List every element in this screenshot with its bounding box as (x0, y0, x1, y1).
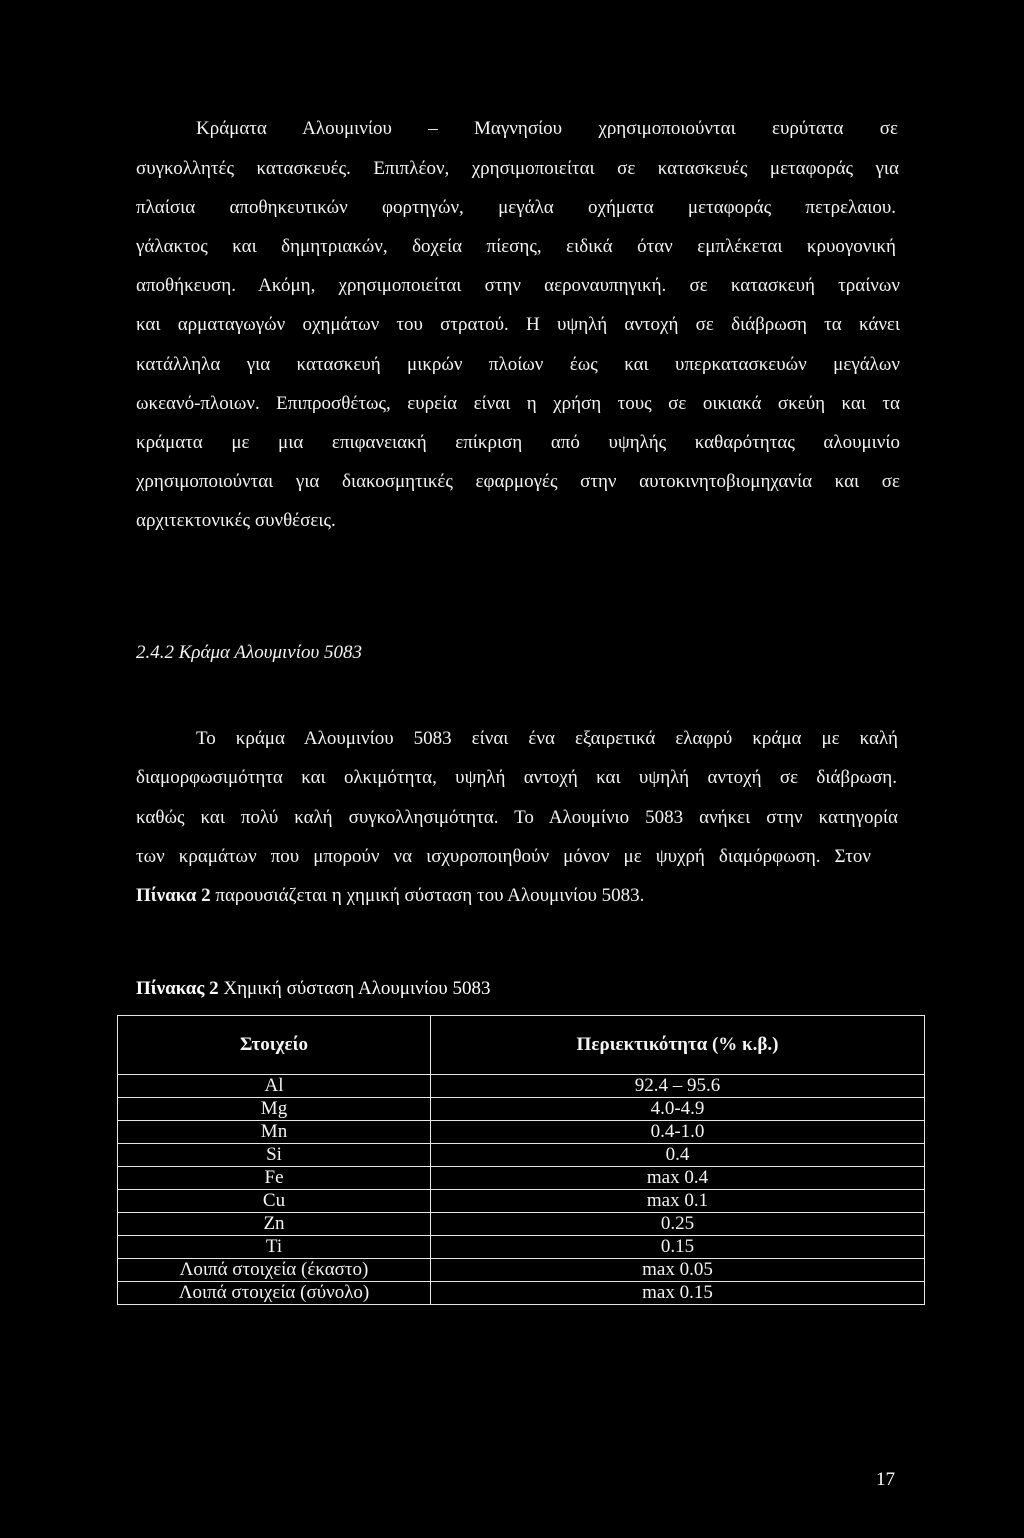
element-cell: Ti (118, 1236, 431, 1259)
text-line: κατάλληλα για κατασκευή μικρών πλοίων έως και υπερκατασκευών μεγάλων (136, 354, 900, 375)
element-cell: Mn (118, 1121, 431, 1144)
table-row (118, 1167, 925, 1190)
content-cell: 4.0-4.9 (431, 1098, 925, 1121)
header-content: Περιεκτικότητα (% κ.β.) (431, 1016, 925, 1075)
text-line: καθώς και πολύ καλή συγκολλησιμότητα. Το Αλουμίνιο 5083 ανήκει στην κατηγορία (136, 807, 898, 828)
table-caption (136, 976, 490, 1002)
content-cell: max 0.05 (431, 1259, 925, 1282)
table-row (118, 1213, 925, 1236)
text-line: αρχιτεκτονικές συνθέσεις. (136, 510, 336, 531)
text-line (136, 883, 644, 909)
content-cell: 0.4-1.0 (431, 1121, 925, 1144)
table-row (118, 1190, 925, 1213)
table-caption-text: Χημική σύσταση Αλουμινίου 5083 (218, 978, 491, 999)
text-line: διαμορφωσιμότητα και ολκιμότητα, υψηλή αντοχή και υψηλή αντοχή σε διάβρωση. (136, 767, 897, 788)
header-element: Στοιχείο (118, 1016, 431, 1075)
element-cell: Si (118, 1144, 431, 1167)
content-cell: max 0.1 (431, 1190, 925, 1213)
element-cell: Mg (118, 1098, 431, 1121)
table-row (118, 1259, 925, 1282)
content-cell: max 0.4 (431, 1167, 925, 1190)
table-reference: Πίνακα 2 (136, 885, 211, 906)
table-caption-label: Πίνακας 2 (136, 978, 219, 999)
content-cell: max 0.15 (431, 1282, 925, 1305)
table-row (118, 1282, 925, 1305)
text-line: πλαίσια αποθηκευτικών φορτηγών, μεγάλα οχήματα μεταφοράς πετρελαιου. (136, 197, 896, 218)
text-line: κράματα με μια επιφανειακή επίκριση από υψηλής καθαρότητας αλουμινίο (136, 432, 900, 453)
element-cell: Al (118, 1075, 431, 1098)
content-cell: 0.25 (431, 1213, 925, 1236)
text-line: γάλακτος και δημητριακών, δοχεία πίεσης, ειδικά όταν εμπλέκεται κρυογονική (136, 236, 896, 257)
element-cell: Cu (118, 1190, 431, 1213)
content-cell: 92.4 – 95.6 (431, 1075, 925, 1098)
text-line: Κράματα Αλουμινίου – Μαγνησίου χρησιμοποιούνται ευρύτατα σε (196, 118, 898, 139)
page-number: 17 (876, 1469, 895, 1490)
element-cell: Λοιπά στοιχεία (σύνολο) (118, 1282, 431, 1305)
content-cell: 0.15 (431, 1236, 925, 1259)
text-line: και αρματαγωγών οχημάτων του στρατού. Η υψηλή αντοχή σε διάβρωση τα κάνει (136, 314, 900, 335)
table-header-row (118, 1016, 925, 1075)
composition-table (117, 1015, 925, 1305)
text-line: ωκεανό-πλοιων. Επιπροσθέτως, ευρεία είναι η χρήση τους σε οικιακά σκεύη και τα (136, 393, 900, 414)
element-cell: Λοιπά στοιχεία (έκαστο) (118, 1259, 431, 1282)
table-row (118, 1121, 925, 1144)
table-row (118, 1098, 925, 1121)
text-span: παρουσιάζεται η χημική σύσταση του Αλουμινίου 5083. (210, 885, 645, 906)
table-row (118, 1236, 925, 1259)
text-line: Το κράμα Αλουμινίου 5083 είναι ένα εξαιρετικά ελαφρύ κράμα με καλή (196, 728, 898, 749)
element-cell: Fe (118, 1167, 431, 1190)
text-line: των κραμάτων που μπορούν να ισχυροποιηθούν μόνον με ψυχρή διαμόρφωση. Στον (136, 846, 871, 867)
text-line: χρησιμοποιούνται για διακοσμητικές εφαρμογές στην αυτοκινητοβιομηχανία και σε (136, 471, 900, 492)
text-line: συγκολλητές κατασκευές. Επιπλέον, χρησιμοποιείται σε κατασκευές μεταφοράς για (136, 158, 899, 179)
content-cell: 0.4 (431, 1144, 925, 1167)
element-cell: Zn (118, 1213, 431, 1236)
section-heading: 2.4.2 Κράμα Αλουμινίου 5083 (136, 642, 362, 663)
table-row (118, 1144, 925, 1167)
table-row (118, 1075, 925, 1098)
text-line: αποθήκευση. Ακόμη, χρησιμοποιείται στην αεροναυπηγική. σε κατασκευή τραίνων (136, 275, 900, 296)
